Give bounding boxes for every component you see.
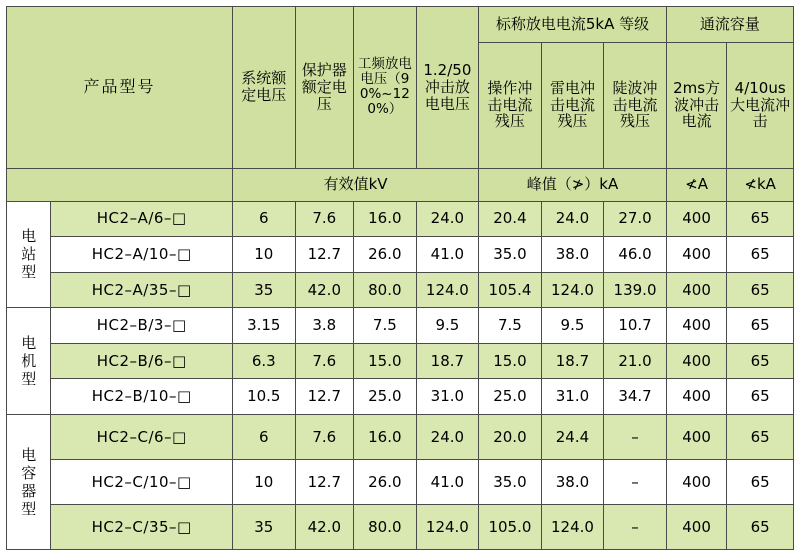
table-row: [7, 237, 794, 273]
table-row: [7, 459, 794, 504]
cell-lightning-residual: 18.7: [541, 343, 604, 379]
header-2ms-square-wave-current: 2ms方波冲击电流: [666, 42, 727, 168]
cell-steep-residual: 10.7: [604, 308, 667, 344]
cell-system-rated-voltage: 6: [233, 415, 296, 460]
cell-protector-rated-voltage: 7.6: [295, 343, 354, 379]
cell-2ms-square-wave: 400: [666, 415, 727, 460]
table-row: [7, 272, 794, 308]
cell-4-10us-current: 65: [727, 272, 794, 308]
cell-impulse-discharge-voltage: 9.5: [416, 308, 479, 344]
cell-4-10us-current: 65: [727, 459, 794, 504]
cell-lightning-residual: 24.0: [541, 201, 604, 237]
header-power-frequency-discharge-voltage: 工频放电电压（90%~120%）: [354, 7, 417, 169]
cell-switching-residual: 105.4: [479, 272, 542, 308]
cell-lightning-residual: 24.4: [541, 415, 604, 460]
cell-impulse-discharge-voltage: 24.0: [416, 415, 479, 460]
header-row-units: [7, 168, 794, 201]
cell-impulse-discharge-voltage: 18.7: [416, 343, 479, 379]
cell-impulse-discharge-voltage: 24.0: [416, 201, 479, 237]
cell-power-freq-discharge-voltage: 16.0: [354, 415, 417, 460]
cell-system-rated-voltage: 35: [233, 504, 296, 549]
cell-steep-residual: –: [604, 504, 667, 549]
specification-table: [6, 6, 794, 550]
cell-switching-residual: 15.0: [479, 343, 542, 379]
cell-switching-residual: 35.0: [479, 237, 542, 273]
cell-protector-rated-voltage: 42.0: [295, 272, 354, 308]
category-text: 电机型: [21, 334, 37, 389]
cell-protector-rated-voltage: 3.8: [295, 308, 354, 344]
category-label-motor-type: [7, 308, 51, 415]
cell-switching-residual: 105.0: [479, 504, 542, 549]
cell-power-freq-discharge-voltage: 7.5: [354, 308, 417, 344]
cell-steep-residual: 34.7: [604, 379, 667, 415]
header-switching-impulse-residual-voltage: 操作冲击电流残压: [479, 42, 542, 168]
unit-peak-ka: 峰值（≯）kA: [479, 168, 667, 201]
model-cell: HC2–C/6–□: [51, 415, 233, 460]
cell-impulse-discharge-voltage: 124.0: [416, 272, 479, 308]
category-text: 电站型: [21, 227, 37, 282]
cell-2ms-square-wave: 400: [666, 343, 727, 379]
header-group-flow-capacity: 通流容量: [666, 7, 793, 43]
cell-2ms-square-wave: 400: [666, 308, 727, 344]
cell-protector-rated-voltage: 42.0: [295, 504, 354, 549]
cell-system-rated-voltage: 6: [233, 201, 296, 237]
cell-power-freq-discharge-voltage: 80.0: [354, 272, 417, 308]
header-protector-rated-voltage: 保护器额定电压: [295, 7, 354, 169]
header-group-nominal-discharge-current: 标称放电电流5kA 等级: [479, 7, 667, 43]
cell-lightning-residual: 31.0: [541, 379, 604, 415]
unit-ampere: ≮A: [666, 168, 727, 201]
cell-power-freq-discharge-voltage: 26.0: [354, 459, 417, 504]
model-cell: HC2–A/10–□: [51, 237, 233, 273]
model-cell: HC2–A/35–□: [51, 272, 233, 308]
cell-system-rated-voltage: 10.5: [233, 379, 296, 415]
model-cell: HC2–B/10–□: [51, 379, 233, 415]
cell-protector-rated-voltage: 12.7: [295, 237, 354, 273]
cell-4-10us-current: 65: [727, 308, 794, 344]
cell-4-10us-current: 65: [727, 237, 794, 273]
cell-steep-residual: –: [604, 459, 667, 504]
cell-steep-residual: 139.0: [604, 272, 667, 308]
table-row: [7, 415, 794, 460]
cell-switching-residual: 20.0: [479, 415, 542, 460]
cell-lightning-residual: 38.0: [541, 237, 604, 273]
cell-impulse-discharge-voltage: 31.0: [416, 379, 479, 415]
cell-power-freq-discharge-voltage: 25.0: [354, 379, 417, 415]
model-cell: HC2–C/10–□: [51, 459, 233, 504]
cell-impulse-discharge-voltage: 41.0: [416, 459, 479, 504]
header-row-groups: [7, 7, 794, 43]
cell-power-freq-discharge-voltage: 15.0: [354, 343, 417, 379]
table-row: [7, 201, 794, 237]
cell-steep-residual: 46.0: [604, 237, 667, 273]
header-impulse-discharge-voltage: 1.2/50冲击放电电压: [416, 7, 479, 169]
cell-4-10us-current: 65: [727, 415, 794, 460]
unit-spacer: [7, 168, 233, 201]
cell-2ms-square-wave: 400: [666, 379, 727, 415]
cell-2ms-square-wave: 400: [666, 237, 727, 273]
category-label-station-type: [7, 201, 51, 308]
unit-rms-kv: 有效值kV: [233, 168, 479, 201]
cell-steep-residual: –: [604, 415, 667, 460]
cell-system-rated-voltage: 35: [233, 272, 296, 308]
cell-steep-residual: 21.0: [604, 343, 667, 379]
cell-switching-residual: 20.4: [479, 201, 542, 237]
cell-switching-residual: 25.0: [479, 379, 542, 415]
header-product-model: 产品型号: [7, 7, 233, 169]
cell-4-10us-current: 65: [727, 201, 794, 237]
cell-impulse-discharge-voltage: 124.0: [416, 504, 479, 549]
cell-power-freq-discharge-voltage: 16.0: [354, 201, 417, 237]
model-cell: HC2–B/3–□: [51, 308, 233, 344]
model-cell: HC2–B/6–□: [51, 343, 233, 379]
header-steep-wave-impulse-residual-voltage: 陡波冲击电流残压: [604, 42, 667, 168]
header-lightning-impulse-residual-voltage: 雷电冲击电流残压: [541, 42, 604, 168]
cell-protector-rated-voltage: 7.6: [295, 415, 354, 460]
cell-protector-rated-voltage: 12.7: [295, 379, 354, 415]
header-system-rated-voltage: 系统额定电压: [233, 7, 296, 169]
category-text: 电容器型: [21, 446, 37, 519]
cell-lightning-residual: 124.0: [541, 504, 604, 549]
cell-2ms-square-wave: 400: [666, 201, 727, 237]
cell-protector-rated-voltage: 12.7: [295, 459, 354, 504]
cell-4-10us-current: 65: [727, 504, 794, 549]
cell-2ms-square-wave: 400: [666, 459, 727, 504]
model-cell: HC2–C/35–□: [51, 504, 233, 549]
cell-switching-residual: 7.5: [479, 308, 542, 344]
cell-protector-rated-voltage: 7.6: [295, 201, 354, 237]
table-row: [7, 504, 794, 549]
cell-lightning-residual: 9.5: [541, 308, 604, 344]
cell-lightning-residual: 124.0: [541, 272, 604, 308]
cell-system-rated-voltage: 3.15: [233, 308, 296, 344]
cell-power-freq-discharge-voltage: 26.0: [354, 237, 417, 273]
table-row: [7, 379, 794, 415]
cell-system-rated-voltage: 10: [233, 237, 296, 273]
cell-switching-residual: 35.0: [479, 459, 542, 504]
cell-4-10us-current: 65: [727, 343, 794, 379]
table-row: [7, 343, 794, 379]
cell-system-rated-voltage: 6.3: [233, 343, 296, 379]
table-row: [7, 308, 794, 344]
cell-impulse-discharge-voltage: 41.0: [416, 237, 479, 273]
unit-kiloampere: ≮kA: [727, 168, 794, 201]
cell-2ms-square-wave: 400: [666, 272, 727, 308]
cell-lightning-residual: 38.0: [541, 459, 604, 504]
cell-power-freq-discharge-voltage: 80.0: [354, 504, 417, 549]
cell-4-10us-current: 65: [727, 379, 794, 415]
cell-system-rated-voltage: 10: [233, 459, 296, 504]
cell-2ms-square-wave: 400: [666, 504, 727, 549]
model-cell: HC2–A/6–□: [51, 201, 233, 237]
header-4-10us-large-current: 4/10us大电流冲击: [727, 42, 794, 168]
cell-steep-residual: 27.0: [604, 201, 667, 237]
category-label-capacitor-type: [7, 415, 51, 550]
